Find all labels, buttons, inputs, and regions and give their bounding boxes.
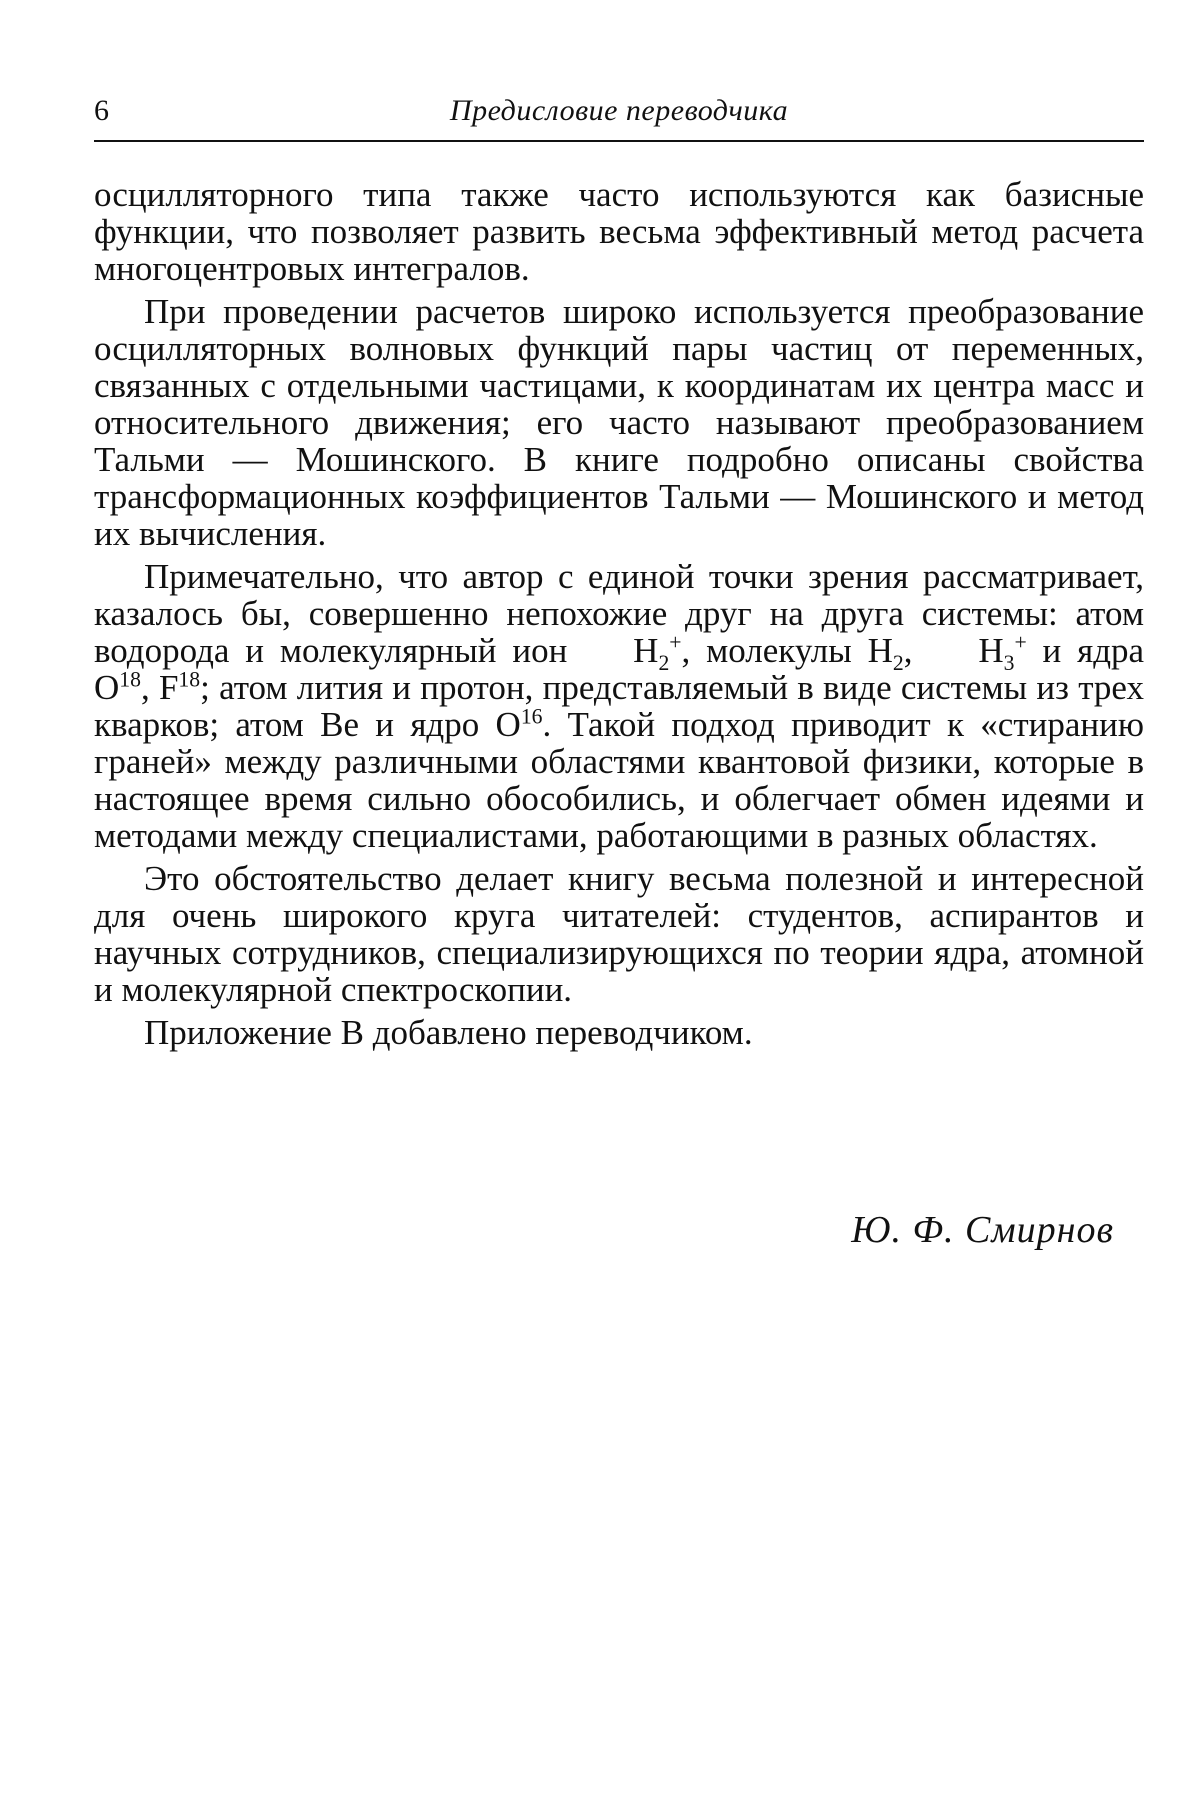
body-text (94, 176, 1144, 1051)
paragraph-5: Приложение В добавлено переводчиком. (144, 1013, 753, 1052)
ion-h2-plus: $H_2^+$ (633, 630, 682, 675)
running-title: Предисловие переводчика (449, 94, 789, 127)
nucleus-f18: $F^{18}$ (158, 667, 201, 707)
ion-h3-plus: $H_3^+$ (978, 630, 1027, 675)
nucleus-o16: $O^{16}$ (495, 704, 543, 744)
paragraph-3-part3: , (903, 631, 929, 670)
paragraph-3-part7: . Такой подход приводит к «стиранию граней» между различными областями квантовой физики, которые в настоящее время сильно обособились, и облегчает обмен идеями и методами между специалистами, работающими в разных областях. (94, 705, 1145, 855)
header-rule (94, 140, 1144, 142)
nucleus-o18: $O^{18}$ (94, 667, 141, 707)
paragraph-3-part4: и ядра (1026, 631, 1145, 670)
page-number: 6 (94, 94, 109, 127)
running-head (94, 94, 1144, 136)
paragraph-2: При проведении расчетов широко используется преобразование осцилляторных волновых функций пары частиц от переменных, связанных с отдельными частицами, к координатам их центра масс и относительного движения; его часто называют преобразованием Тальми — Мошинского. В книге подробно описаны свойства трансформационных коэффициентов Тальми — Мошинского и метод их вычисления. (94, 292, 1144, 553)
paragraph-4: Это обстоятельство делает книгу весьма полезной и интересной для очень широкого круга читателей: студентов, аспирантов и научных сотрудников, специализирующихся по теории ядра, атомной и молекулярной спектроскопии. (94, 859, 1144, 1009)
paragraph-3-part2: , молекулы (681, 631, 868, 670)
paragraph-3-part5: , (140, 668, 159, 707)
paragraph-1: осцилляторного типа также часто используются как базисные функции, что позволяет развить весьма эффективный метод расчета многоцентровых интегралов. (94, 175, 1144, 288)
signature: Ю. Ф. Смирнов (851, 1209, 1114, 1251)
paragraph-3 (94, 558, 1144, 854)
paragraph-3-part6: ; атом лития и протон, представляемый в виде системы из трех кварков; атом Be и ядро (94, 668, 1144, 744)
molecule-h2: $H_2$ (867, 631, 904, 675)
paragraph-3-part1: Примечательно, что автор с единой точки зрения рассматривает, казалось бы, совершенно непохожие друг на друга системы: атом водорода и молекулярный ион (94, 557, 1144, 670)
